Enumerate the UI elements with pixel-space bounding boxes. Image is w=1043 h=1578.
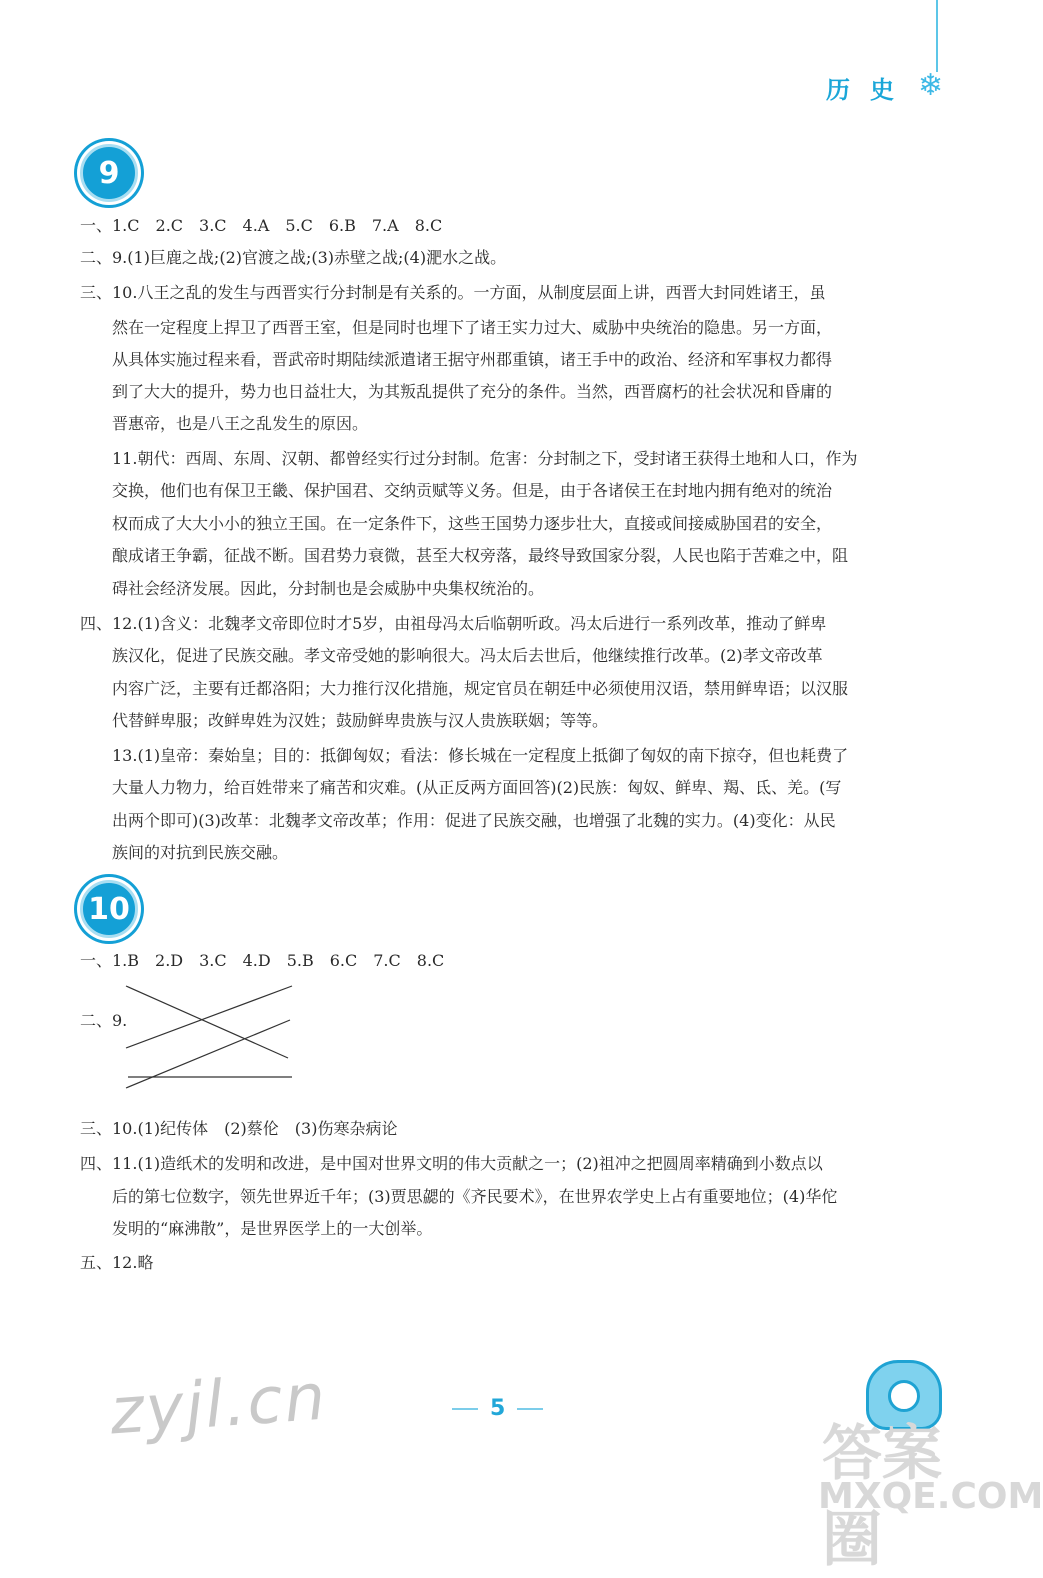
- answer-line: 后的第七位数字，领先世界近千年；(3)贾思勰的《齐民要术》，在世界农学史上占有重要地位；(4)华佗: [112, 1187, 838, 1206]
- section-9-badge: 9: [80, 144, 138, 202]
- match-line: [126, 986, 292, 1048]
- page-number: [440, 1396, 555, 1421]
- section-10-badge: 10: [80, 880, 138, 938]
- answer-line: 酿成诸王争霸，征战不断。国君势力衰微，甚至大权旁落，最终导致国家分裂，人民也陷于苦难之中，阻: [112, 546, 849, 565]
- page-number-dash: [452, 1408, 478, 1410]
- answer-line: 到了大大的提升，势力也日益壮大，为其叛乱提供了充分的条件。当然，西晋腐朽的社会状况和昏庸的: [112, 382, 833, 401]
- answer-line: 族汉化，促进了民族交融。孝文帝受她的影响很大。冯太后去世后，他继续推行改革。(2)孝文帝改革: [112, 646, 823, 665]
- snowflake-icon: ❄: [918, 68, 944, 103]
- answer-line: 四、12.(1)含义：北魏孝文帝即位时才5岁，由祖母冯太后临朝听政。冯太后进行一系列改革，推动了鲜卑: [80, 614, 827, 633]
- answer-line: 一、1.B 2.D 3.C 4.D 5.B 6.C 7.C 8.C: [80, 951, 445, 970]
- answer-line: 四、11.(1)造纸术的发明和改进，是中国对世界文明的伟大贡献之一；(2)祖冲之把圆周率精确到小数点以: [80, 1154, 823, 1173]
- answer-line: 发明的“麻沸散”，是世界医学上的一大创举。: [112, 1219, 433, 1238]
- answer-line: 出两个即可)(3)改革：北魏孝文帝改革；作用：促进了民族交融，也增强了北魏的实力。(4)变化：从民: [112, 811, 836, 830]
- answer-line: 三、10.八王之乱的发生与西晋实行分封制是有关系的。一方面，从制度层面上讲，西晋大封同姓诸王，虽: [80, 283, 826, 302]
- answer-line: 碍社会经济发展。因此，分封制也是会威胁中央集权统治的。: [112, 579, 545, 598]
- answer-line: 然在一定程度上捍卫了西晋王室，但是同时也埋下了诸王实力过大、威胁中央统治的隐患。另一方面，: [112, 318, 833, 337]
- answer-line: 交换，他们也有保卫王畿、保护国君、交纳贡赋等义务。但是，由于各诸侯王在封地内拥有绝对的统治: [112, 481, 833, 500]
- watermark-logo: zyjl.cn: [107, 1360, 330, 1450]
- answer-line: 大量人力物力，给百姓带来了痛苦和灾难。(从正反两方面回答)(2)民族：匈奴、鲜卑、羯、氐、羌。(写: [112, 778, 842, 797]
- answer-line: 内容广泛，主要有迁都洛阳；大力推行汉化措施，规定官员在朝廷中必须使用汉语，禁用鲜卑语；以汉服: [112, 679, 849, 698]
- answer-line: 二、9.(1)巨鹿之战;(2)官渡之战;(3)赤壁之战;(4)淝水之战。: [80, 248, 507, 267]
- page-number-dash: [517, 1408, 543, 1410]
- answer-line: 三、10.(1)纪传体 (2)蔡伦 (3)伤寒杂病论: [80, 1119, 398, 1138]
- answer-line: 代替鲜卑服；改鲜卑姓为汉姓；鼓励鲜卑贵族与汉人贵族联姻；等等。: [112, 711, 609, 730]
- page-number-text: 5: [490, 1396, 506, 1421]
- match-line: [126, 1020, 290, 1088]
- header-rule: [936, 0, 938, 72]
- site-url: MXQE.COM: [818, 1476, 1043, 1517]
- answer-line: 11.朝代：西周、东周、汉朝、都曾经实行过分封制。危害：分封制之下，受封诸王获得土地和人口，作为: [112, 449, 858, 468]
- answer-line: 从具体实施过程来看，晋武帝时期陆续派遣诸王据守州郡重镇，诸王手中的政治、经济和军事权力都得: [112, 350, 833, 369]
- subject-title: 历史: [826, 75, 914, 104]
- answer-line: 五、12.略: [80, 1253, 154, 1272]
- answer-line: 权而成了大大小小的独立王国。在一定条件下，这些王国势力逐步壮大，直接或间接威胁国君的安全，: [112, 514, 833, 533]
- answer-line: 晋惠帝，也是八王之乱发生的原因。: [112, 414, 369, 433]
- answer-line: 族间的对抗到民族交融。: [112, 843, 289, 862]
- answer-line: 二、9.: [80, 1011, 128, 1030]
- answer-line: 一、1.C 2.C 3.C 4.A 5.C 6.B 7.A 8.C: [80, 216, 443, 235]
- matching-lines-diagram: [120, 980, 300, 1090]
- site-mark: 答案圈: [822, 1419, 942, 1575]
- answer-line: 13.(1)皇帝：秦始皇；目的：抵御匈奴；看法：修长城在一定程度上抵御了匈奴的南下掠夺，但也耗费了: [112, 746, 849, 765]
